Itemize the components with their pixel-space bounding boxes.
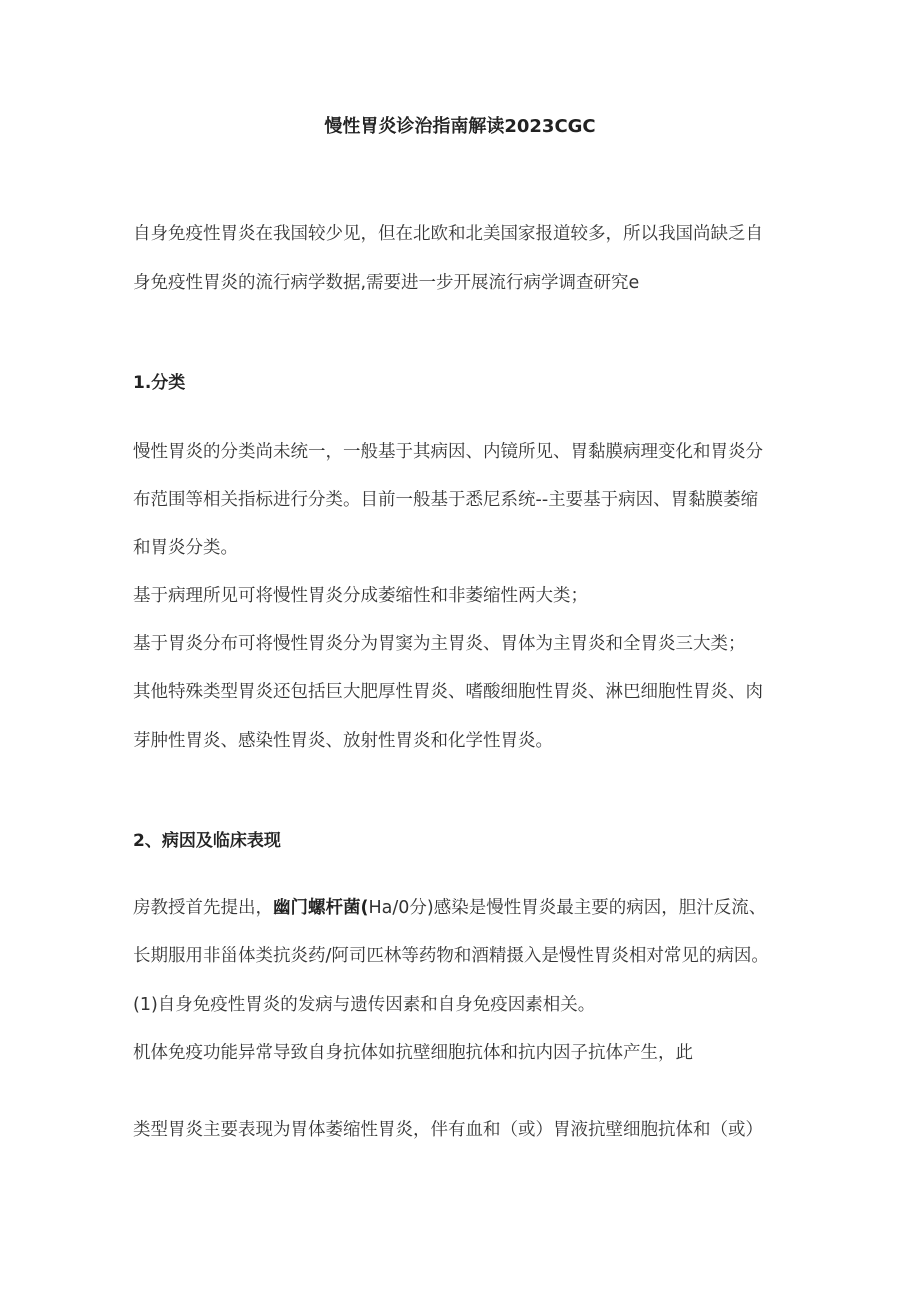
page-title: 慢性胃炎诊治指南解读2023CGC — [324, 116, 596, 137]
section1-line-7: 芽肿性胃炎、感染性胃炎、放射性胃炎和化学性胃炎。 — [133, 731, 553, 751]
section2-line-1-prefix: 房教授首先提出， — [133, 898, 273, 918]
section1-line-2: 布范围等相关指标进行分类。目前一般基于悉尼系统--主要基于病因、胃黏膜萎缩 — [133, 490, 759, 510]
intro-line-1: 自身免疫性胃炎在我国较少见，但在北欧和北美国家报道较多，所以我国尚缺乏自 — [133, 224, 763, 244]
section2-line-2: 长期服用非甾体类抗炎药/阿司匹林等药物和酒精摄入是慢性胃炎相对常见的病因。 — [133, 946, 769, 966]
section2-line-5: 类型胃炎主要表现为胃体萎缩性胃炎，伴有血和（或）胃液抗壁细胞抗体和（或） — [133, 1120, 763, 1140]
section1-line-5: 基于胃炎分布可将慢性胃炎分为胃窦为主胃炎、胃体为主胃炎和全胃炎三大类； — [133, 634, 746, 654]
intro-line-2: 身免疫性胃炎的流行病学数据,需要进一步开展流行病学调查研究e — [133, 273, 640, 293]
section-heading-etiology: 2、病因及临床表现 — [133, 831, 281, 851]
section1-line-4: 基于病理所见可将慢性胃炎分成萎缩性和非萎缩性两大类； — [133, 586, 588, 606]
helicobacter-term: 幽门螺杆菌( — [273, 898, 369, 918]
section2-line-3: (1)自身免疫性胃炎的发病与遗传因素和自身免疫因素相关。 — [133, 995, 596, 1015]
section-heading-classification: 1.分类 — [133, 373, 186, 393]
section1-line-1: 慢性胃炎的分类尚未统一，一般基于其病因、内镜所见、胃黏膜病理变化和胃炎分 — [133, 442, 763, 462]
section1-line-3: 和胃炎分类。 — [133, 538, 238, 558]
section2-line-4: 机体免疫功能异常导致自身抗体如抗壁细胞抗体和抗内因子抗体产生，此 — [133, 1043, 693, 1063]
section2-line-1 — [133, 893, 766, 923]
section1-line-6: 其他特殊类型胃炎还包括巨大肥厚性胃炎、嗜酸细胞性胃炎、淋巴细胞性胃炎、肉 — [133, 682, 763, 702]
section2-line-1-suffix: Ha/0分)感染是慢性胃炎最主要的病因，胆汁反流、 — [368, 898, 767, 918]
